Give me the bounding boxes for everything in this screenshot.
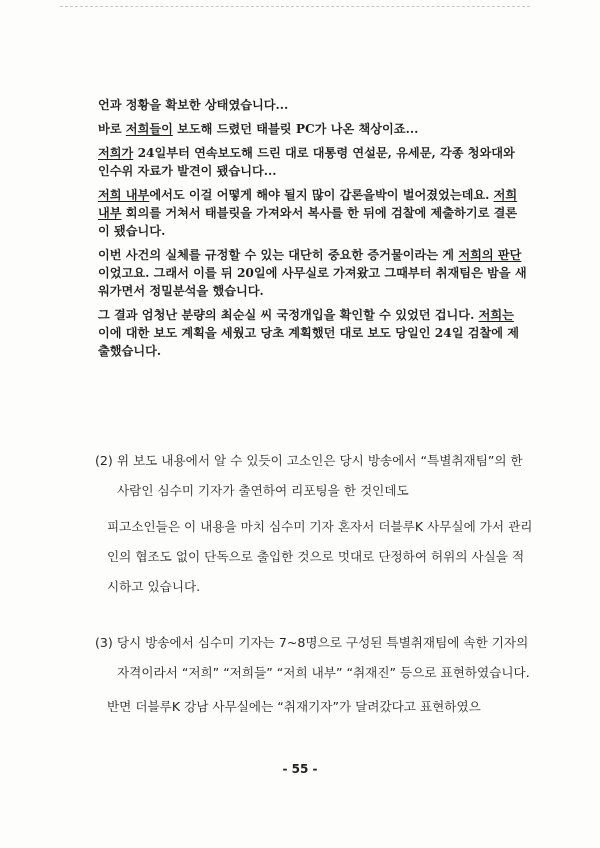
quote-paragraph-1: 언과 정황을 확보한 상태였습니다... xyxy=(98,98,289,112)
section-3-item: (3) 당시 방송에서 심수미 기자는 7~8명으로 구성된 특별취재팀에 속한 기자의 자격이라서 “저희” “저희들” “저희 내부” “취재진” 등으로 표현하였습니다. xyxy=(95,635,530,680)
broadcast-quote xyxy=(98,96,528,360)
quote-paragraph-5: 이번 사건의 실체를 규정할 수 있는 대단히 중요한 증거물이라는 게 저희의 판단이었고요. 그래서 이를 뒤 20일에 사무실로 가져왔고 그때부터 취재팀은 밤을 새워가면서 정밀분석을 했습니다. xyxy=(98,248,527,298)
underlined-phrase: 저희 내부 xyxy=(98,188,518,220)
section-3-paragraph: 반면 더블루K 강남 사무실에는 “취재기자”가 달려갔다고 표현하였으 xyxy=(107,699,481,714)
underlined-phrase: 저희들이 xyxy=(125,122,173,136)
page-number: - 55 - xyxy=(282,762,318,776)
underlined-phrase: 저희 내부 xyxy=(98,188,150,202)
quote-paragraph-4: 저희 내부에서도 이걸 어떻게 해야 될지 많이 갑론을박이 벌어졌었는데요. 저희 내부 회의를 거쳐서 태블릿을 가져와서 복사를 한 뒤에 검찰에 제출하기로 결론이 됐습니다. xyxy=(98,188,518,238)
quote-paragraph-2: 바로 저희들이 보도해 드렸던 태블릿 PC가 나온 책상이죠... xyxy=(98,122,419,136)
quote-paragraph-3: 저희가 24일부터 연속보도해 드린 대로 대통령 연설문, 유세문, 각종 청와대와 인수위 자료가 발견이 됐습니다... xyxy=(98,146,515,178)
underlined-phrase: 저희는 xyxy=(478,308,514,322)
section-3 xyxy=(95,628,535,722)
quote-paragraph-6: 그 결과 엄청난 분량의 최순실 씨 국정개입을 확인할 수 있었던 겁니다. 저희는 이에 대한 보도 계획을 세웠고 당초 계획했던 대로 보도 당일인 24일 검찰에 제출했습니다. xyxy=(98,308,520,358)
section-2-item: (2) 위 보도 내용에서 알 수 있듯이 고소인은 당시 방송에서 “특별취재팀”의 한 사람인 심수미 기자가 출연하여 리포팅을 한 것인데도 xyxy=(95,453,523,498)
top-divider xyxy=(60,6,530,7)
underlined-phrase: 저희의 판단 xyxy=(458,248,522,262)
section-2-paragraph: 피고소인들은 이 내용을 마치 심수미 기자 혼자서 더블루K 사무실에 가서 관리인의 협조도 없이 단독으로 출입한 것으로 멋대로 단정하여 허위의 사실을 적시하고 있습니다. xyxy=(107,519,533,594)
section-2 xyxy=(95,446,535,602)
underlined-phrase: 저희가 xyxy=(98,146,134,160)
